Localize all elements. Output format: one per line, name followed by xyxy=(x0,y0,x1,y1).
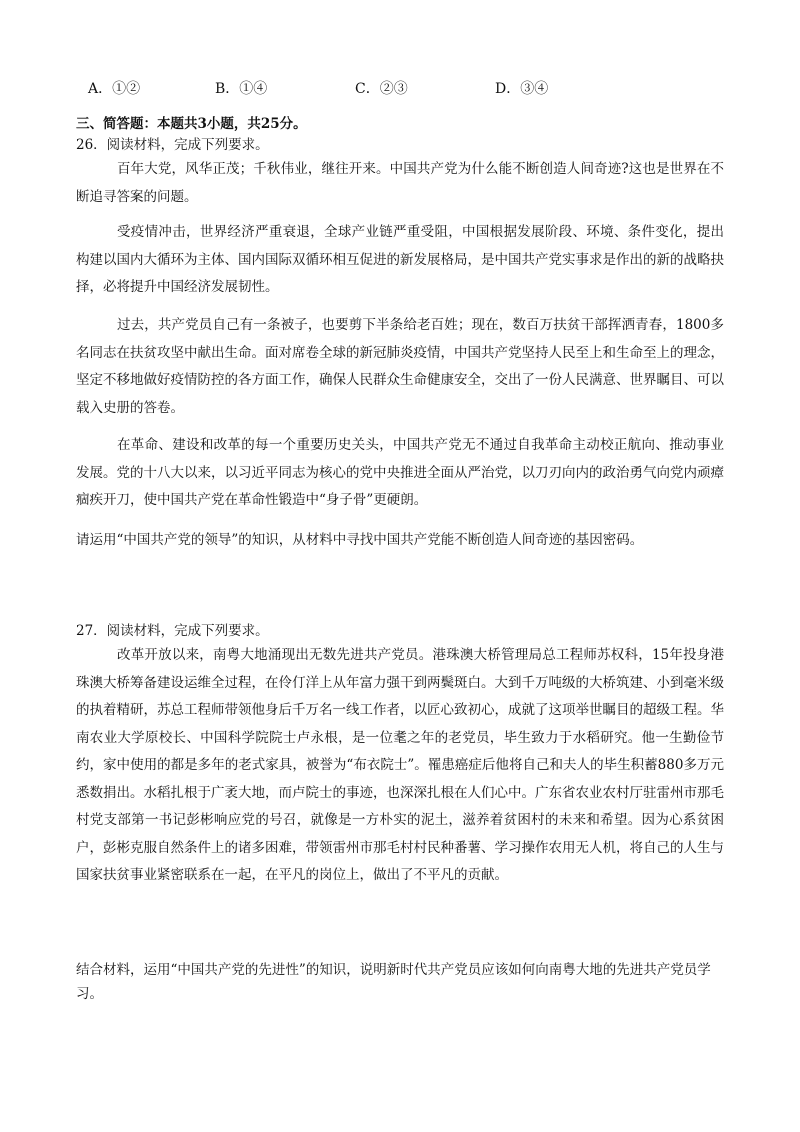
question-26-title: 26．阅读材料，完成下列要求。 xyxy=(76,137,269,153)
option-d: D．③④ xyxy=(495,81,549,97)
question-27-requirement: 结合材料，运用“中国共产党的先进性”的知识，说明新时代共产党员应该如何向南粤大地的先进共产党员学习。 xyxy=(76,962,711,1002)
question-27-paragraph: 改革开放以来，南粤大地涌现出无数先进共产党员。港珠澳大桥管理局总工程师苏权科，15年投身港珠澳大桥筹备建设运维全过程，在伶仃洋上从年富力强干到两鬓斑白。大到千万吨级的大桥筑建、小到毫米级的执着精研，苏总工程师带领他身后千万名一线工作者，以匠心致初心，成就了这项举世瞩目的超级工程。华南农业大学原校长、中国科学院院士卢永根，是一位耄之年的老党员，毕生致力于水稻研究。他一生勤俭节约，家中使用的都是多年的老式家具，被誉为“布衣院士”。罹患癌症后他将自己和夫人的毕生积蓄880多万元悉数捐出。水稻扎根于广袤大地，而卢院士的事迹，也深深扎根在人们心中。广东省农业农村厅驻雷州市那毛村党支部第一书记彭彬响应党的号召，就像是一方朴实的泥土，滋养着贫困村的未来和希望。因为心系贫困户，彭彬克服自然条件上的诸多困难，带领雷州市那毛村村民种番薯、学习操作农用无人机，将自己的人生与国家扶贫事业紧密联系在一起，在平凡的岗位上，做出了不平凡的贡献。 xyxy=(76,647,724,883)
option-b: B．①④ xyxy=(215,81,268,97)
question-27-title: 27．阅读材料，完成下列要求。 xyxy=(76,623,269,639)
question-26-paragraph-1: 百年大党，风华正茂；千秋伟业，继往开来。中国共产党为什么能不断创造人间奇迹?这也是世界在不断追寻答案的问题。 xyxy=(76,161,724,205)
question-26-paragraph-2: 受疫情冲击，世界经济严重衰退，全球产业链严重受阻，中国根据发展阶段、环境、条件变化，提出构建以国内大循环为主体、国内国际双循环相互促进的新发展格局，是中国共产党实事求是作出的新的战略抉择，必将提升中国经济发展韧性。 xyxy=(76,224,724,295)
question-26-requirement: 请运用“中国共产党的领导”的知识，从材料中寻找中国共产党能不断创造人间奇迹的基因密码。 xyxy=(76,532,644,548)
option-c: C．②③ xyxy=(355,81,408,97)
question-26-paragraph-3: 过去，共产党员自己有一条被子，也要剪下半条给老百姓；现在，数百万扶贫干部挥洒青春，1800多名同志在扶贫攻坚中献出生命。面对席卷全球的新冠肺炎疫情，中国共产党坚持人民至上和生命至上的理念，坚定不移地做好疫情防控的各方面工作，确保人民群众生命健康安全，交出了一份人民满意、世界瞩目、可以载入史册的答卷。 xyxy=(76,317,724,416)
question-26-paragraph-4: 在革命、建设和改革的每一个重要历史关头，中国共产党无不通过自我革命主动校正航向、推动事业发展。党的十八大以来，以习近平同志为核心的党中央推进全面从严治党，以刀刃向内的政治勇气向党内顽瘴痼疾开刀，使中国共产党在革命性锻造中“身子骨”更硬朗。 xyxy=(76,437,724,508)
section-heading: 三、简答题：本题共3小题，共25分。 xyxy=(76,116,307,132)
option-a: A．①② xyxy=(88,81,141,97)
